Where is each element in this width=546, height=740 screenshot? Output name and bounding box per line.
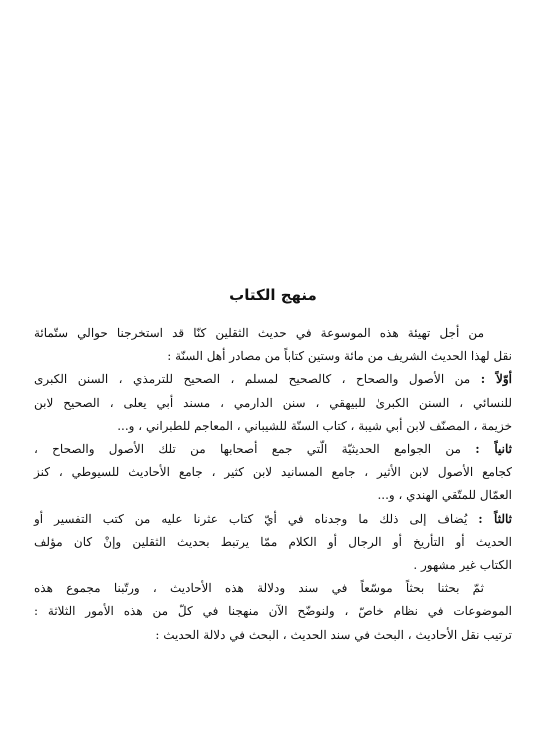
text-line: ثمّ بحثنا بحثاً موسّعاً في سند ودلالة هذه الأحاديث ، ورتّبنا مجموع هذه <box>34 581 484 596</box>
text-line: العمّال للمتّقي الهندي ، و... <box>377 488 512 503</box>
paragraph-lead: ثانياً : <box>475 442 512 457</box>
text-line: يُضاف إلى ذلك ما وجدناه في أيّ كتاب عثرنا عليه من كتب التفسير أو <box>34 511 468 526</box>
paragraph-lead: أوّلاً : <box>480 372 512 387</box>
text-line: للنسائي ، السنن الكبرىٰ للبيهقي ، سنن الدارمي ، مسند أبي يعلى ، الصحيح لابن <box>34 395 512 410</box>
paragraph-method <box>34 577 512 647</box>
text-line: من أجل تهيئة هذه الموسوعة في حديث الثقلين كنّا قد استخرجنا حوالي ستّمائة <box>34 326 484 340</box>
text-line: الحديث أو التأريخ أو الرجال أو الكلام ممّا يرتبط بحديث الثقلين وإنْ كان مؤلف <box>34 534 512 549</box>
body-text <box>34 322 512 647</box>
paragraph-intro <box>34 322 512 368</box>
text-line: نقل لهذا الحديث الشريف من مائة وستين كتاباً من مصادر أهل السنّة : <box>167 349 512 364</box>
text-line: كجامع الأصول لابن الأثير ، جامع المسانيد لابن كثير ، جامع الأحاديث للسيوطي ، كنز <box>34 465 512 480</box>
paragraph-second <box>34 438 512 508</box>
text-line: الموضوعات في نظام خاصّ ، ولنوضّح الآن منهجنا في كلّ من هذه الأمور الثلاثة : <box>34 604 512 619</box>
text-line: خزيمة ، المصنّف لابن أبي شيبة ، كتاب السنّة للشيباني ، المعاجم للطبراني ، و... <box>117 418 512 433</box>
paragraph-third <box>34 508 512 578</box>
text-line: من الأصول والصحاح ، كالصحيح لمسلم ، الصحيح للترمذي ، السنن الكبرى <box>34 372 471 387</box>
text-line: ترتيب نقل الأحاديث ، البحث في سند الحديث ، البحث في دلالة الحديث : <box>155 627 512 642</box>
paragraph-lead: ثالثاً : <box>478 511 512 526</box>
text-line: الكتاب غير مشهور . <box>413 558 512 573</box>
text-line: من الجوامع الحديثيّة الّتي جمع أصحابها من تلك الأصول والصحاح ، <box>34 442 461 457</box>
section-heading: منهج الكتاب <box>229 286 317 304</box>
paragraph-first <box>34 368 512 438</box>
